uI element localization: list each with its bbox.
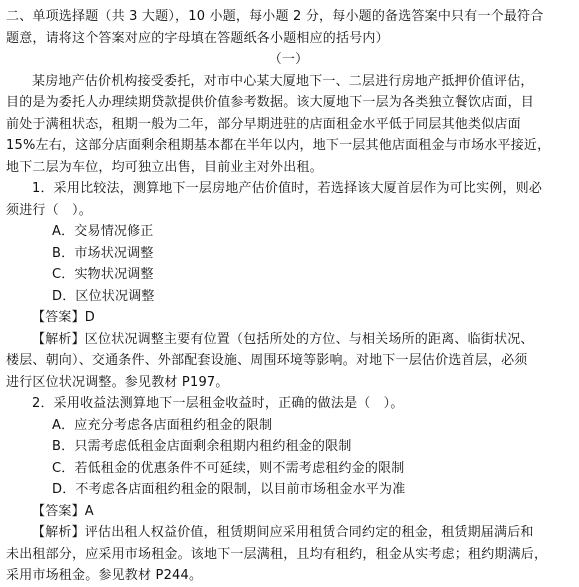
q1-analysis-line-2: 楼层、朝向）、交通条件、外部配套设施、周围环境等影响。对地下一层估价选首层，必须 xyxy=(6,353,528,368)
q2-option-b: B．只需考虑低租金店面剩余租期内租约租金的限制 xyxy=(52,439,352,454)
q2-option-d: D．不考虑各店面租约租金的限制，以目前市场租金水平为准 xyxy=(52,482,406,497)
q1-analysis-line-3: 进行区位状况调整。参见教材 P197。 xyxy=(6,374,229,390)
q1-answer: 【答案】D xyxy=(32,310,96,325)
q1-option-c: C．实物状况调整 xyxy=(52,267,154,282)
q2-answer: 【答案】A xyxy=(32,503,94,519)
case-text-line-3: 前处于满租状态，租期一般为二年，部分早期进驻的店面租金水平低于同层其他类似店面 xyxy=(6,116,521,132)
q1-stem-line-2: 须进行（ ）。 xyxy=(6,202,92,218)
case-number: （一） xyxy=(268,52,309,67)
q1-option-b: B．市场状况调整 xyxy=(52,245,154,261)
case-text-line-2: 目的是为委托人办理续期贷款提供价值参考数据。该大厦地下一层为各类独立餐饮店面，目 xyxy=(6,95,535,110)
q1-stem-line-1: 1．采用比较法，测算地下一层房地产估价值时，若选择该大厦首层作为可比实例，则必 xyxy=(32,181,543,196)
q2-option-c: C．若低租金的优惠条件不可延续，则不需考虑租约金的限制 xyxy=(52,460,405,476)
q2-analysis-line-2: 未出租部分，应采用市场租金。该地下一层满租，且均有租约，租金从实考虑；租约期满后， xyxy=(6,546,548,562)
section-heading-line-1: 二、单项选择题（共 3 大题），10 小题，每小题 2 分，每小题的备选答案中只有一个最符合 xyxy=(6,9,544,24)
q1-analysis-line-1: 【解析】区位状况调整主要有位置（包括所处的方位、与相关场所的距离、临街状况、 xyxy=(32,331,534,347)
q2-analysis-line-3: 采用市场租金。参见教材 P244。 xyxy=(6,568,203,583)
q2-analysis-line-1: 【解析】评估出租人权益价值，租赁期间应采用租赁合同约定的租金，租赁期届满后和 xyxy=(32,525,534,540)
case-text-line-4: 15%左右，这部分店面剩余租期基本都在半年以内，地下一层其他店面租金与市场水平接近， xyxy=(6,138,551,153)
case-text-line-5: 地下二层为车位，均可独立出售，目前业主对外出租。 xyxy=(6,159,323,175)
section-heading-line-2: 题意，请将这个答案对应的字母填在答题纸各小题相应的括号内） xyxy=(6,30,389,46)
case-text-line-1: 某房地产估价机构接受委托，对市中心某大厦地下一、二层进行房地产抵押价值评估， xyxy=(32,73,534,89)
q1-option-d: D．区位状况调整 xyxy=(52,288,155,304)
q2-option-a: A．应充分考虑各店面租约租金的限制 xyxy=(52,417,273,433)
q2-stem-line-1: 2．采用收益法测算地下一层租金收益时，正确的做法是（ ）。 xyxy=(32,396,404,411)
q1-option-a: A．交易情况修正 xyxy=(52,224,154,239)
